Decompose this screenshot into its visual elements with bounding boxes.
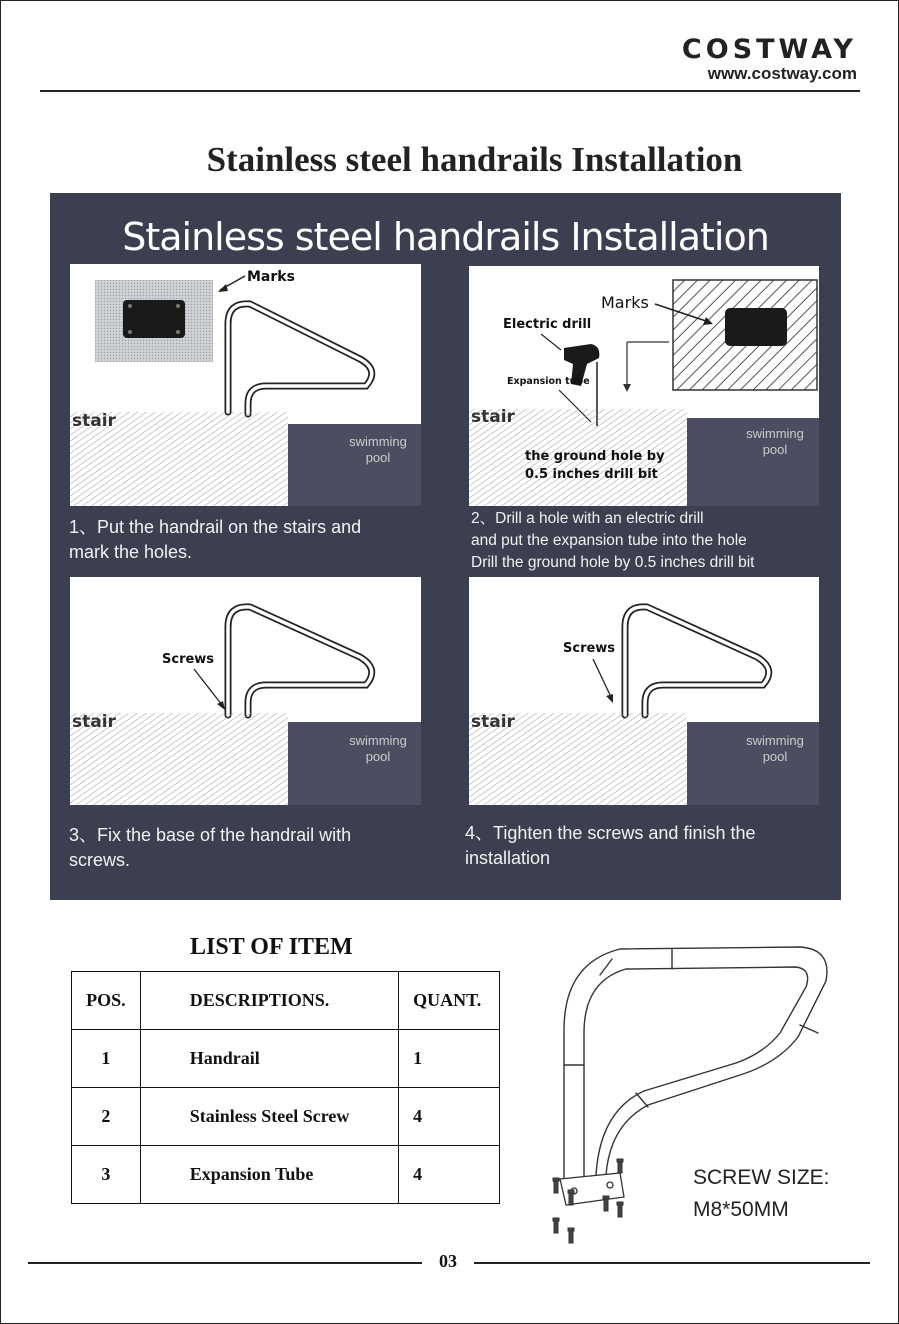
electric-drill-label: Electric drill [503,317,592,332]
brand-header [682,36,857,84]
expansion-tube-label: Expansion tube [507,376,590,387]
row-description: Expansion Tube [140,1146,398,1204]
row-description: Handrail [140,1030,398,1088]
pool-label-1: swimming [349,733,407,748]
pool-label-2: pool [365,450,391,465]
screw-size-note [693,1162,830,1226]
list-of-item-title: LIST OF ITEM [190,934,353,960]
marks-label: Marks [601,293,649,312]
table-row [72,1088,500,1146]
row-pos: 1 [72,1030,141,1088]
table-row [72,1030,500,1088]
step-2-figure [469,266,819,506]
base-plate [123,300,185,338]
pool-label-1: swimming [349,434,407,449]
stair-label: stair [471,407,515,427]
screws-label: Screws [563,641,616,656]
pool-label-1: swimming [746,426,804,441]
screws-arrow [593,659,611,697]
pool-label-2: pool [762,442,788,457]
ground-hole-label-2: 0.5 inches drill bit [525,467,658,482]
header-rule [40,90,860,92]
row-quantity: 4 [399,1146,500,1204]
brand-url: www.costway.com [707,64,857,83]
step-1-text: 1、Put the handrail on the stairs and mark the holes. [69,517,362,562]
row-pos: 2 [72,1088,141,1146]
header-pos: POS. [72,972,141,1030]
item-table [71,971,500,1204]
footer-rule-right [474,1262,870,1264]
step-3-figure [70,577,421,805]
step-2-text: 2、Drill a hole with an electric drill and put the expansion tube into the hole Drill the ground hole by 0.5 inches drill bit [471,510,755,571]
screw-size-label: SCREW SIZE: [693,1166,830,1189]
stair-label: stair [72,411,116,431]
step-4-text: 4、Tighten the screws and finish the installation [465,823,756,868]
screws-label: Screws [162,652,215,667]
base-plate [725,308,787,346]
ground-hole-label-1: the ground hole by [525,449,665,464]
row-quantity: 1 [399,1030,500,1088]
step-1-figure [70,264,421,506]
footer-rule-left [28,1262,422,1264]
pool-label-1: swimming [746,733,804,748]
brand-logo: COSTWAY [681,34,857,65]
page-number: 03 [439,1251,457,1271]
header-quant: QUANT. [399,972,500,1030]
row-pos: 3 [72,1146,141,1204]
screw-size-value: M8*50MM [693,1198,789,1221]
document-title: Stainless steel handrails Installation [206,140,743,179]
table-header-row [72,972,500,1030]
pool-label-2: pool [365,749,391,764]
pool-label-2: pool [762,749,788,764]
row-description: Stainless Steel Screw [140,1088,398,1146]
stair-label: stair [471,712,515,732]
table-row [72,1146,500,1204]
marks-label: Marks [247,269,295,285]
panel-title: Stainless steel handrails Installation [122,215,769,259]
installation-panel [50,193,841,900]
stair-label: stair [72,712,116,732]
step-3-text: 3、Fix the base of the handrail with screws. [69,825,352,870]
step-4-figure [469,577,819,805]
row-quantity: 4 [399,1088,500,1146]
header-descriptions: DESCRIPTIONS. [140,972,398,1030]
screws-arrow [194,669,222,705]
